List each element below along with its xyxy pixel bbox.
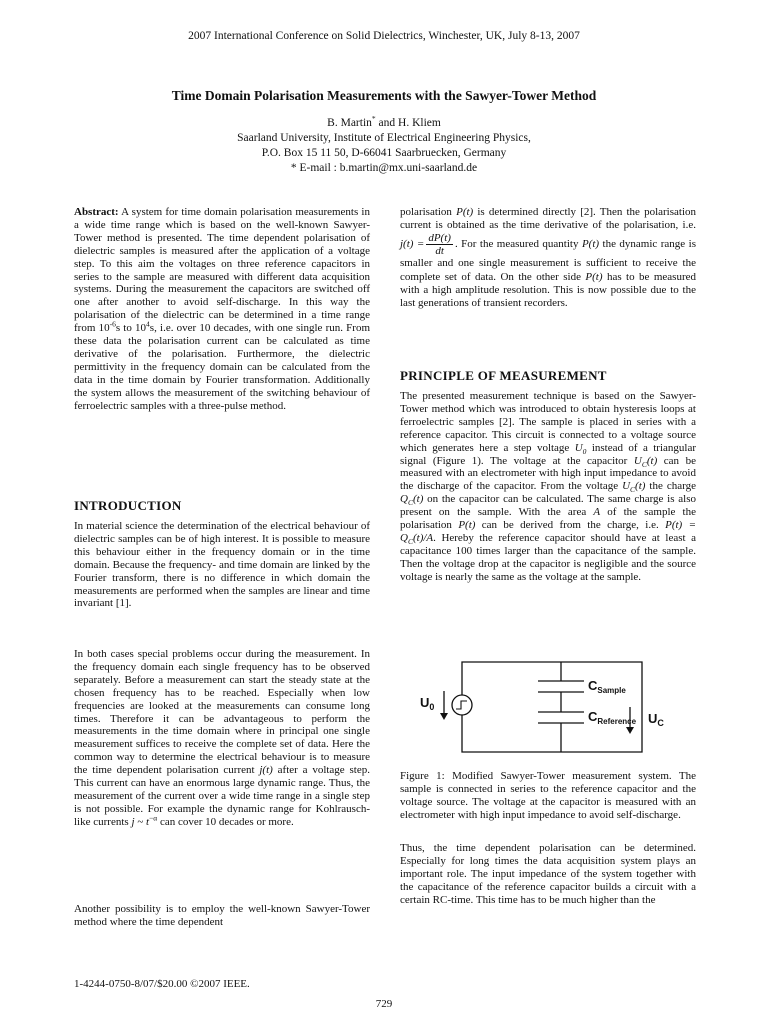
email-line: * E-mail : b.martin@mx.uni-saarland.de [290, 162, 478, 174]
principle-heading: PRINCIPLE OF MEASUREMENT [400, 368, 607, 383]
c-reference-label: $C_{Reference}$ [588, 709, 637, 726]
address-line: P.O. Box 15 11 50, D-66041 Saarbruecken, Germany [261, 147, 507, 159]
right-intro-paragraph: polarisation P(t) is determined directly [2]. Then the polarisation current is obtained as the time derivative of the polarisation, i.e. j(t) = $\frac{dP(t)}{dt}$ . For the measured quantity P(t) the dynamic range is smaller and one single measurement is sufficient to receive the complete set of data. On the other side P(t) has to be measured with a high amplitude resolution. This is now possible due to the last generations of transient recorders. [400, 206, 697, 310]
circuit-wire-loop [462, 662, 642, 752]
paper-title: Time Domain Polarisation Measurements with the Sawyer-Tower Method [171, 88, 597, 103]
sawyer-tower-circuit-diagram [410, 655, 690, 765]
introduction-paragraph-2: In both cases special problems occur during the measurement. In the frequency domain each single frequency has to be observed separately. Before a measurement can start the steady state at the chosen frequency has to be reached. Especially when low frequencies are looked at the measurements can consume long times. Therefore it can be advantageous to perform the measurements in the time domain where in principal one single measurement suffices to receive the complete set of data. Here the common way to determine the electrical behaviour is to measure the time dependent polarisation current j(t) after a voltage step. This current can have an enormous large dynamic range. Thus, the measurement of the current over a wide time range in a single step is not possible. For example the dynamic range for Kohlrausch-like currents j ~ $t^{-\alpha}$ can cover 10 decades or more. [74, 648, 370, 828]
uc-label: $U_C$ [648, 711, 664, 728]
voltage-source-icon [452, 695, 472, 715]
authors: B. Martin* and H. Kliem [327, 114, 441, 129]
affiliation-line: Saarland University, Institute of Electrical Engineering Physics, [237, 132, 531, 144]
figure-1-caption: Figure 1: Modified Sawyer-Tower measurement system. The sample is connected in series to the reference capacitor and the voltage source. The voltage at the capacitor is measured with an electrometer with high input impedance to avoid self-discharge. [400, 770, 696, 821]
copyright-footer: 1-4244-0750-8/07/$20.00 ©2007 IEEE. [74, 978, 250, 990]
abstract-label: Abstract: [74, 206, 119, 218]
author-block [0, 116, 768, 176]
conference-header: 2007 International Conference on Solid Dielectrics, Winchester, UK, July 8-13, 2007 [188, 30, 580, 42]
introduction-paragraph-3: Another possibility is to employ the well-known Sawyer-Tower method where the time dependent [74, 903, 370, 928]
principle-paragraph: The presented measurement technique is based on the Sawyer-Tower method which was introduced to obtain hysteresis loops at ferroelectric samples [2]. The sample is placed in series with a reference capacitor. This circuit is connected to a voltage source which generates here a step voltage $U_0$ instead of a triangular signal (Figure 1). The voltage at the capacitor $U_C(t)$ can be measured with an electrometer with high input impedance to avoid the discharge of the capacitor. From the voltage $U_C(t)$ the charge $Q_C(t)$ on the capacitor can be calculated. The same charge is also present on the sample. With the area A of the sample the polarisation P(t) can be derived from the charge, i.e. $P(t) = Q_C(t)/A$. Hereby the reference capacitor should have at least a capacitance 100 times larger than the capacitance of the sample. Then the voltage drop at the capacitor is negligible and the source voltage is nearly the same as the voltage at the sample. [400, 390, 696, 583]
right-bottom-paragraph: Thus, the time dependent polarisation can be determined. Especially for long times the data acquisition system plays an important role. The input impedance of the system together with the capacitance of the reference capacitor builds a circuit with a certain RC-time. This time has to be much higher than the [400, 842, 696, 906]
c-sample-label: $C_{Sample}$ [588, 678, 626, 695]
page-number: 729 [375, 998, 393, 1010]
introduction-paragraph-1: In material science the determination of the electrical behaviour of dielectric samples can be of high interest. It is possible to measure this behaviour either in the frequency domain or in the time domain. Because the frequency- and time domain are linked by the Fourier transform, there is no difference in which domain the measurements are performed when the samples are linear and time invariant [1]. [74, 520, 370, 610]
u0-label: $U_0$ [420, 695, 435, 712]
abstract: Abstract: A system for time domain polarisation measurements in a wide time range which is based on the well-known Sawyer-Tower method is presented. The time dependent polarisation of dielectric samples is measured after the application of a voltage step. To this aim the voltages on three reference capacitors in series to the sample are measured with different data acquisition systems. During the measurement the capacitors are switched off one after another to avoid self-discharge. In this way the polarisation of the dielectric can be determined in a time range from $10^{-6}s$ to $10^4s$, i.e. over 10 decades, with one single run. From these data the polarisation current can be calculated as time derivative of the polarisation. Furthermore, the dielectric permittivity in the frequency domain can be calculated from the data in the time domain by Fourier transformation. Additionally the system allows the measurement of the switching behaviour of ferroelectric samples with a three-pulse method. [74, 206, 370, 412]
derivative-fraction: $\frac{dP(t)}{dt}$ [428, 232, 451, 258]
introduction-heading: INTRODUCTION [74, 498, 182, 513]
